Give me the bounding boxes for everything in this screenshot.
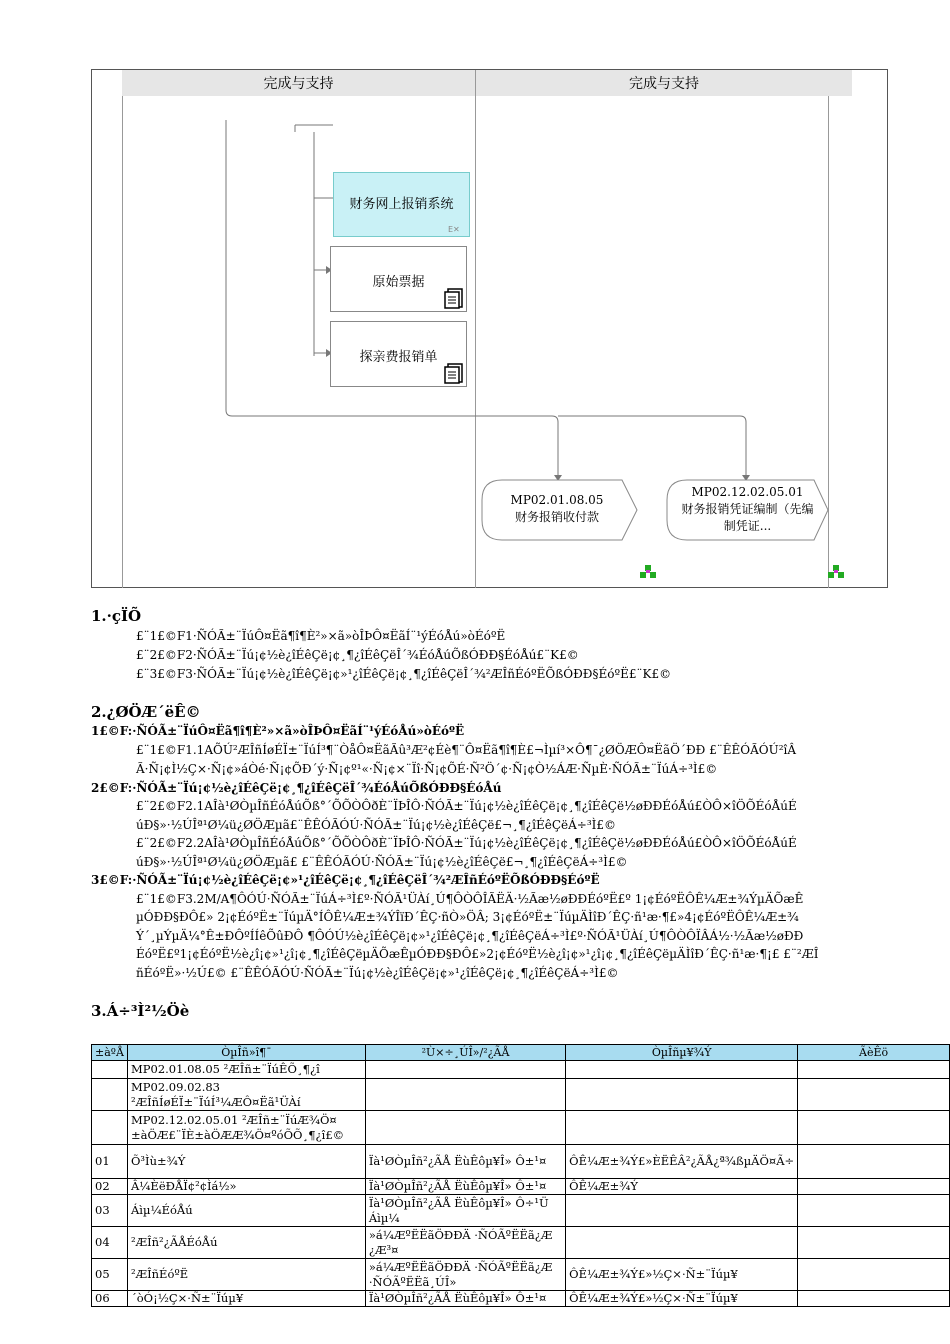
cell: 02 [92, 1179, 128, 1195]
cell [798, 1079, 950, 1111]
control-text: £¨1£©F3.2M/A¶ÔÓÚ·ÑÓÃ±¨ÏúÁ÷³Ì£º·ÑÓÃ¹ÜÀí¸Ú¶ÔÒÔÎÃËÄ·½Ãæ½øÐÐÉóºË£º 1¡¢ÉóºËÔÊ¼Æ±¾ÝµÄÕæÊ [136, 892, 804, 906]
cell: Áìµ¼ÉóÅú [127, 1195, 365, 1227]
cell: Ïà¹ØÒµÎñ²¿ÃÅ ËùÊôµ¥Î» Ô±¹¤ [365, 1145, 565, 1179]
control-text: Ý´¸µÝµÄ¼°Ê±ÐÔºÍÍêÕûÐÔ ¶ÔÓÚ½è¿îÉêÇë¡¢»¹¿îÉêÇë¡¢¸¶¿îÉêÇëÁ÷³Ì£º·ÑÓÃ¹ÜÀí¸Ú¶ÔÒÔÏÂÁ½·½Ãæ½øÐÐ [136, 929, 804, 943]
doc-box-label: 原始票据 [372, 275, 425, 290]
cell: Ïà¹ØÒµÎñ²¿ÃÅ ËùÊôµ¥Î» Ô±¹¤ [365, 1291, 565, 1307]
control-heading: 2£©F:·ÑÓÃ±¨Ïú¡¢½è¿îÉêÇë¡¢¸¶¿îÉêÇëÎ´¾ÉóÅúÕßÓÐÐ§ÉóÅú [91, 781, 502, 795]
control-text: úÐ§»·½ÚÎª¹Ø¼ü¿ØÖÆµã£¨ÊÊÓÃÓÚ·ÑÓÃ±¨Ïú¡¢½è¿îÉêÇë£¬¸¶¿îÉêÇëÁ÷³Ì£© [136, 818, 617, 832]
cell [365, 1061, 565, 1079]
cell [566, 1227, 798, 1259]
table-row [92, 1111, 950, 1145]
cell: 06 [92, 1291, 128, 1307]
col-header: ÒµÎñ»î¶¯ [127, 1045, 365, 1061]
section-2-title: 2.¿ØÖÆ´ëÊ© [91, 703, 201, 721]
cell: 04 [92, 1227, 128, 1259]
cell: ÔÊ¼Æ±¾Ý£»½Ç×·Ñ±¨Ïúµ¥ [566, 1259, 798, 1291]
table-row [92, 1291, 950, 1307]
control-heading: 1£©F:·ÑÓÃ±¨ÏúÔ¤Ëã¶î¶È²»×ã»òÎÞÔ¤ËãÍ¨¹ýÉóÅú»òÉóºË [91, 724, 465, 738]
control-heading: 3£©F:·ÑÓÃ±¨Ïú¡¢½è¿îÉêÇë¡¢»¹¿îÉêÇë¡¢¸¶¿îÉêÇëÎ´¾²ÆÎñÉóºËÕßÓÐÐ§ÉóºË [91, 873, 600, 887]
cell [798, 1259, 950, 1291]
process-diagram [91, 69, 888, 588]
cell: ²ÆÎñ²¿ÃÅÉóÅú [127, 1227, 365, 1259]
section-1-line: £¨3£©F3·ÑÓÃ±¨Ïú¡¢½è¿îÉêÇë¡¢»¹¿îÉêÇë¡¢¸¶¿îÉêÇëÎ´¾²ÆÎñÉóºËÕßÓÐÐ§ÉóºË£¨K£© [136, 667, 672, 681]
cell [92, 1079, 128, 1111]
cell [92, 1061, 128, 1079]
control-text: £¨2£©F2.2AÎà¹ØÒµÎñÉóÅúÕß°´ÕÕÒÔðÈ¨ÏÞÎÔ·ÑÓÃ±¨Ïú¡¢½è¿îÉêÇë¡¢¸¶¿îÉêÇë½øÐÐÉóÅú£ÒÔ×îÖÕÉóÅúÉ [136, 836, 797, 850]
control-text: £¨2£©F2.1AÎà¹ØÒµÎñÉóÅúÕß°´ÕÕÒÔðÈ¨ÏÞÎÔ·ÑÓÃ±¨Ïú¡¢½è¿îÉêÇë¡¢¸¶¿îÉêÇë½øÐÐÉóÅú£ÒÔ×îÖÕÉóÅúÉ [136, 799, 797, 813]
cell: Õ³Ìù±¾Ý [127, 1145, 365, 1179]
cell: MP02.09.02.83 ²ÆÎñÍøÉÏ±¨ÏúÍ³¼ÆÔ¤Ëã¹ÜÀí [127, 1079, 365, 1111]
cell: »á¼ÆºËËãÖÐÐÄ ·ÑÓÃºËËã¿Æ ¿Æ³¤ [365, 1227, 565, 1259]
cell: Ïà¹ØÒµÎñ²¿ÃÅ ËùÊôµ¥Î» Ô÷¹Ü Áìµ¼ [365, 1195, 565, 1227]
process-name: 财务报销收付款 [514, 510, 599, 524]
control-text: Ã·Ñ¡¢Ì½Ç×·Ñ¡¢»áÒé·Ñ¡¢ÕÐ´ý·Ñ¡¢º¹«·Ñ¡¢×¨Ïî·Ñ¡¢ÕÉ·Ñ²Ö´¢·Ñ¡¢Ò½ÁÆ·ÑµÈ·ÑÓÃ±¨ÏúÁ÷³Ì£© [136, 762, 718, 776]
table-row [92, 1179, 950, 1195]
control-text: µÓÐÐ§ÐÔ£» 2¡¢ÉóºË±¨ÏúµÄ°ÍÔÊ¼Æ±¾ÝÎïÐ´ÊÇ·ñÒ»ÖÂ; 3¡¢ÉóºË±¨ÏúµÄÌîÐ´ÊÇ·ñ¹æ·¶£»4¡¢ÉóºËÔÊ¼Æ±¾ [136, 910, 799, 924]
cell: ÔÊ¼Æ±¾Ý£»ÈËÊÂ²¿ÃÅ¿ª¾ßµÄÖ¤Ã÷ [566, 1145, 798, 1179]
tag-label: E✕ [448, 225, 460, 234]
cell [566, 1195, 798, 1227]
table-row [92, 1145, 950, 1179]
table-row [92, 1061, 950, 1079]
cell: Ïà¹ØÒµÎñ²¿ÃÅ ËùÊôµ¥Î» Ô±¹¤ [365, 1179, 565, 1195]
section-3-title: 3.Á÷³Ì²½Öè [91, 1002, 190, 1020]
process-code: MP02.01.08.05 [510, 493, 604, 507]
cell [798, 1061, 950, 1079]
control-text: úÐ§»·½ÚÎª¹Ø¼ü¿ØÖÆµã£ £¨ÊÊÓÃÓÚ·ÑÓÃ±¨Ïú¡¢½è¿îÉêÇë£¬¸¶¿îÉêÇëÁ÷³Ì£© [136, 855, 628, 869]
control-text: £¨1£©F1.1AÕÚ²ÆÎñÍøÉÏ±¨ÏúÍ³¶¨ÒåÔ¤ËãÃû³Æ²¢Éè¶¨Ô¤Ëã¶î¶È£¬Ìµí³×Ô¶¯¿ØÖÆÔ¤ËãÖ´ÐÐ £¨ÊÊÓÃÓÚ²îÂ [136, 743, 797, 757]
cell [798, 1227, 950, 1259]
col-header: ÒµÎñµ¥¾Ý [566, 1045, 798, 1061]
doc-box-reimbursement-form [330, 321, 467, 387]
cell [798, 1179, 950, 1195]
lane-header-2: 完成与支持 [476, 70, 852, 96]
cell: Â¼ÈëÐÅÏ¢²¢Ìá½» [127, 1179, 365, 1195]
cell: ´òÓ¡½Ç×·Ñ±¨Ïúµ¥ [127, 1291, 365, 1307]
cell [798, 1195, 950, 1227]
process-name: 财务报销凭证编制（先编制凭证... [681, 502, 814, 533]
cell [566, 1111, 798, 1145]
cell: ÔÊ¼Æ±¾Ý£»½Ç×·Ñ±¨Ïúµ¥ [566, 1291, 798, 1307]
cell: 03 [92, 1195, 128, 1227]
lane-header-1: 完成与支持 [122, 70, 475, 96]
section-1-line: £¨1£©F1·ÑÓÃ±¨ÏúÔ¤Ëã¶î¶È²»×ã»òÎÞÔ¤ËãÍ¨¹ýÉóÅú»òÉóºË [136, 629, 506, 643]
process-node-1[interactable] [482, 492, 632, 526]
doc-box-original-bills [330, 246, 467, 312]
system-box: 财务网上报销系统 [333, 172, 470, 237]
cell: ÔÊ¼Æ±¾Ý [566, 1179, 798, 1195]
cell [92, 1111, 128, 1145]
col-header: ÃèÊö [798, 1045, 950, 1061]
table-row [92, 1259, 950, 1291]
section-1-title: 1.·çÏÕ [91, 607, 142, 625]
cell [566, 1061, 798, 1079]
cell [798, 1145, 950, 1179]
process-node-2[interactable] [670, 484, 825, 535]
cell: MP02.01.08.05 ²ÆÎñ±¨ÏúÊÕ¸¶¿î [127, 1061, 365, 1079]
steps-table [91, 1044, 950, 1307]
section-1-line: £¨2£©F2·ÑÓÃ±¨Ïú¡¢½è¿îÉêÇë¡¢¸¶¿îÉêÇëÎ´¾ÉóÅúÕßÓÐÐ§ÉóÅú£¨K£© [136, 648, 579, 662]
doc-box-label: 探亲费报销单 [359, 350, 438, 365]
cell [365, 1079, 565, 1111]
cell: 05 [92, 1259, 128, 1291]
document-icon [442, 287, 464, 309]
table-row [92, 1079, 950, 1111]
control-text: ñÉóºË»·½Ú£© £¨ÊÊÓÃÓÚ·ÑÓÃ±¨Ïú¡¢½è¿îÉêÇë¡¢»¹¿îÉêÇë¡¢¸¶¿îÉêÇëÁ÷³Ì£© [136, 966, 619, 980]
col-header: ±àºÅ [92, 1045, 128, 1061]
cell: »á¼ÆºËËãÖÐÐÄ ·ÑÓÃºËËã¿Æ ·ÑÓÃºËËã¸ÚÎ» [365, 1259, 565, 1291]
table-row [92, 1195, 950, 1227]
col-header: ²Ù×÷¸ÚÎ»/²¿ÃÅ [365, 1045, 565, 1061]
cell [798, 1291, 950, 1307]
cell [798, 1111, 950, 1145]
table-row [92, 1227, 950, 1259]
cell [365, 1111, 565, 1145]
process-code: MP02.12.02.05.01 [691, 485, 804, 499]
document-icon [442, 362, 464, 384]
cell: 01 [92, 1145, 128, 1179]
control-text: ÉóºË£º1¡¢ÉóºË½è¿î¡¢»¹¿î¡¢¸¶¿îÉêÇëµÄÕæÊµÓÐÐ§ÐÔ£»2¡¢ÉóºË½è¿î¡¢»¹¿î¡¢¸¶¿îÉêÇëµÄÌîÐ´ÊÇ·ñ¹æ·¶¡£ £¨²ÆÎ [136, 947, 819, 961]
table-header-row [92, 1045, 950, 1061]
cell [566, 1079, 798, 1111]
cell: MP02.12.02.05.01 ²ÆÎñ±¨ÏúÆ¾Ö¤±àÖÆ£¨ÏÈ±àÖÆÆ¾Ö¤ºóÕÕ¸¶¿î£© [127, 1111, 365, 1145]
cell: ²ÆÎñÉóºË [127, 1259, 365, 1291]
